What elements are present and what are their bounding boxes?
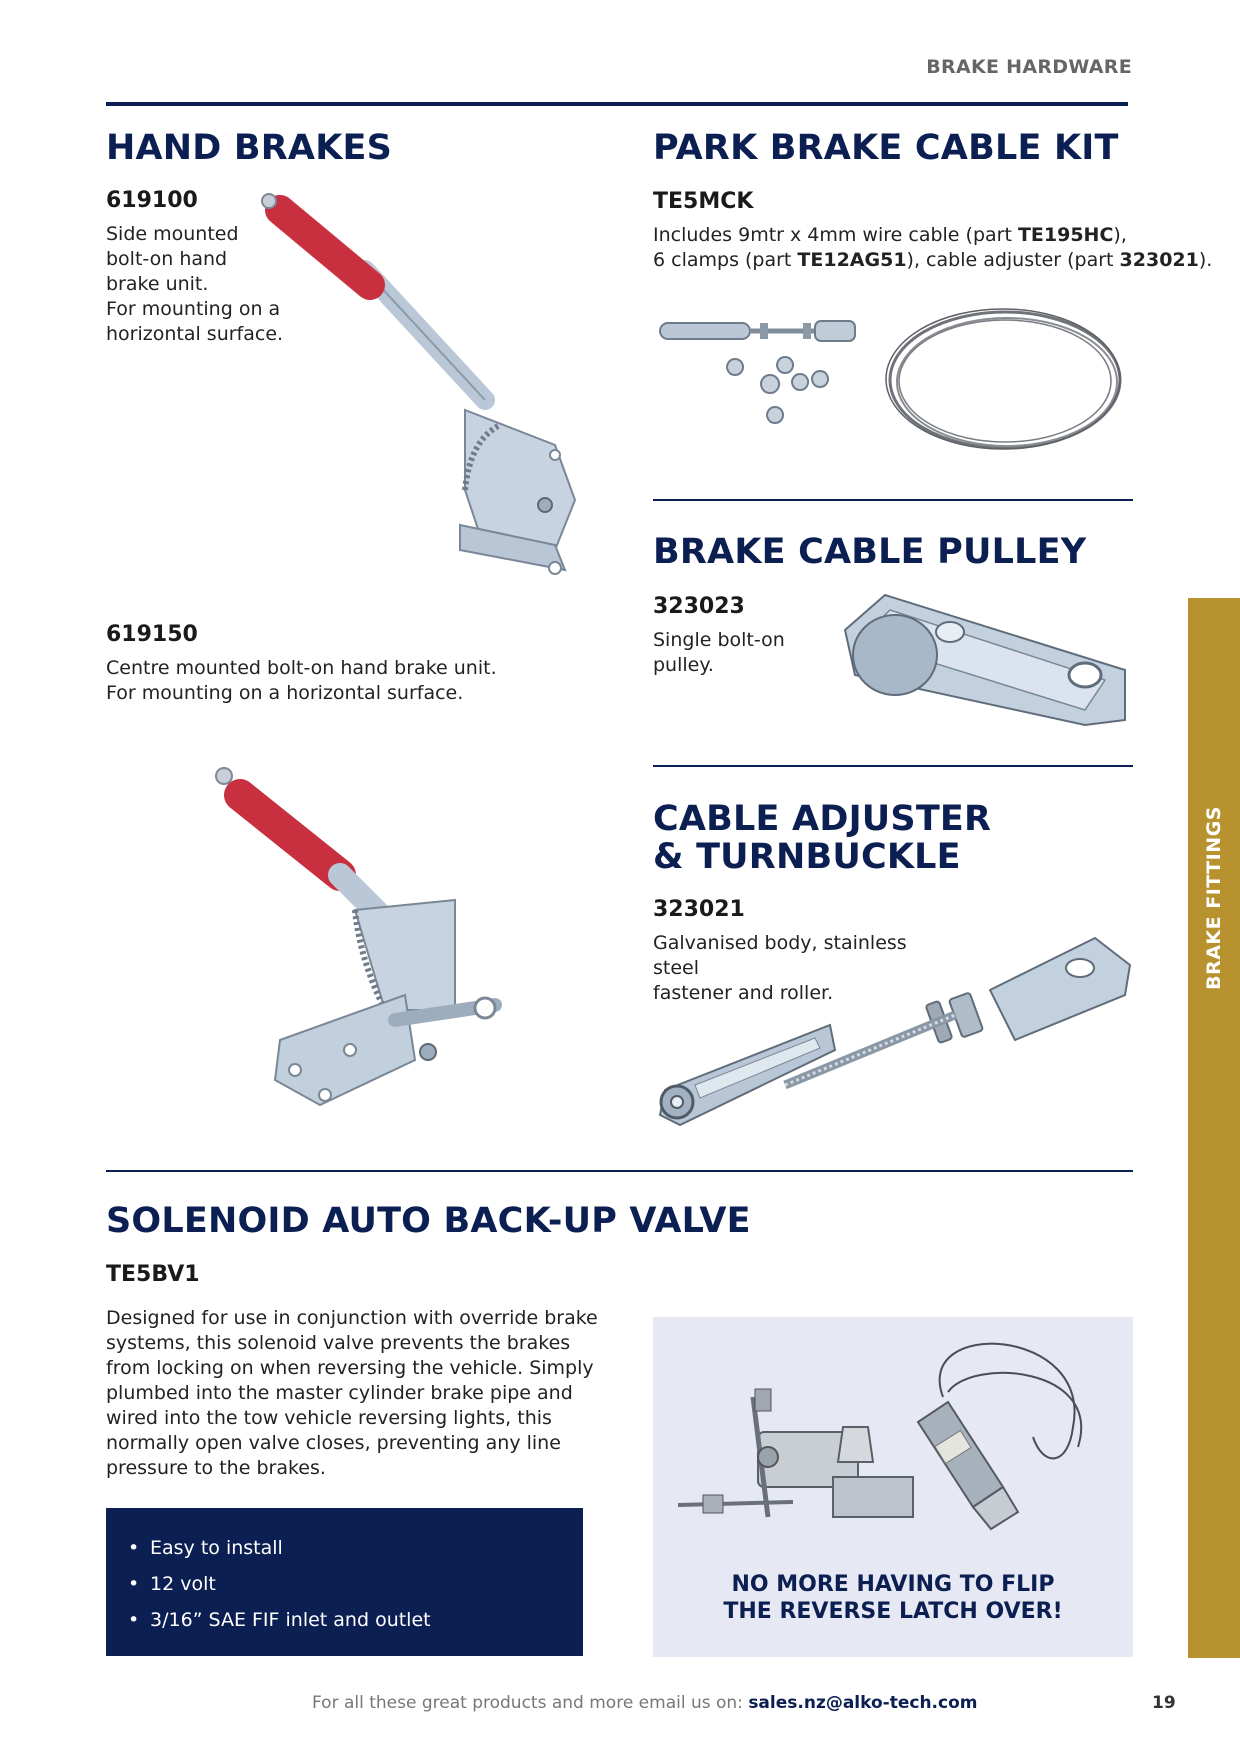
product-description-619150: Centre mounted bolt-on hand brake unit. For mounting on a horizontal surface. bbox=[106, 657, 497, 704]
cable-adjuster-title-line2: & TURNBUCKLE bbox=[653, 837, 961, 877]
feature-item: • Easy to install bbox=[128, 1537, 283, 1559]
brake-cable-pulley-title: BRAKE CABLE PULLEY bbox=[653, 532, 1087, 572]
part-ref-323021: 323021 bbox=[1119, 249, 1199, 271]
product-code-te5mck: TE5MCK bbox=[653, 189, 754, 214]
cable-adjuster-title-line1: CABLE ADJUSTER bbox=[653, 799, 992, 839]
page-number: 19 bbox=[1152, 1693, 1176, 1713]
feature-item: • 3/16” SAE FIF inlet and outlet bbox=[128, 1609, 431, 1631]
header-divider bbox=[106, 102, 1128, 106]
bullet-icon: • bbox=[128, 1609, 140, 1631]
bullet-icon: • bbox=[128, 1573, 140, 1595]
product-code-323021: 323021 bbox=[653, 897, 745, 922]
section-divider-2 bbox=[653, 765, 1133, 767]
product-code-323023: 323023 bbox=[653, 594, 745, 619]
part-ref-te195hc: TE195HC bbox=[1017, 224, 1114, 246]
footer-text: For all these great products and more email us on: sales.nz@alko-tech.com bbox=[312, 1693, 978, 1713]
product-code-te5bv1: TE5BV1 bbox=[106, 1262, 200, 1287]
bullet-icon: • bbox=[128, 1537, 140, 1559]
solenoid-valve-image bbox=[673, 1337, 1113, 1557]
product-description-323023: Single bolt-on pulley. bbox=[653, 629, 785, 676]
section-header: BRAKE HARDWARE bbox=[926, 56, 1132, 78]
product-description-323021: Galvanised body, stainless steel fastener and roller. bbox=[653, 932, 907, 1004]
promo-box bbox=[653, 1317, 1133, 1657]
product-code-619100: 619100 bbox=[106, 188, 198, 213]
features-box bbox=[106, 1508, 583, 1656]
section-divider-3 bbox=[106, 1170, 1133, 1172]
centre-mounted-hand-brake-image bbox=[210, 760, 520, 1120]
product-description-619100: Side mounted bolt-on hand brake unit. For mounting on a horizontal surface. bbox=[106, 223, 284, 345]
turnbuckle-image bbox=[655, 920, 1135, 1135]
park-brake-cable-kit-title: PARK BRAKE CABLE KIT bbox=[653, 128, 1119, 168]
side-mounted-hand-brake-image bbox=[255, 190, 585, 580]
contact-email-link[interactable]: sales.nz@alko-tech.com bbox=[748, 1693, 978, 1713]
promo-tagline: NO MORE HAVING TO FLIP THE REVERSE LATCH OVER! bbox=[723, 1572, 1063, 1624]
product-code-619150: 619150 bbox=[106, 622, 198, 647]
section-divider-1 bbox=[653, 499, 1133, 501]
side-tab-label: BRAKE FITTINGS bbox=[1203, 806, 1225, 990]
product-description-te5mck: Includes 9mtr x 4mm wire cable (part TE195HC), 6 clamps (part TE12AG51), cable adjuster (part 323021). bbox=[653, 224, 1213, 271]
product-description-te5bv1: Designed for use in conjunction with override brake systems, this solenoid valve prevents the brakes from locking on when reversing the vehicle. Simply plumbed into the master cylinder brake pipe and wired into the tow vehicle reversing lights, this normally open valve closes, preventing any line pressure to the brakes. bbox=[106, 1307, 598, 1479]
feature-item: • 12 volt bbox=[128, 1573, 216, 1595]
cable-kit-image bbox=[655, 305, 1130, 455]
part-ref-te12ag51: TE12AG51 bbox=[797, 249, 907, 271]
hand-brakes-title: HAND BRAKES bbox=[106, 128, 393, 168]
pulley-image bbox=[835, 590, 1135, 730]
side-tab bbox=[1188, 598, 1240, 1658]
solenoid-valve-title: SOLENOID AUTO BACK-UP VALVE bbox=[106, 1201, 751, 1241]
features-list bbox=[106, 1508, 583, 1632]
